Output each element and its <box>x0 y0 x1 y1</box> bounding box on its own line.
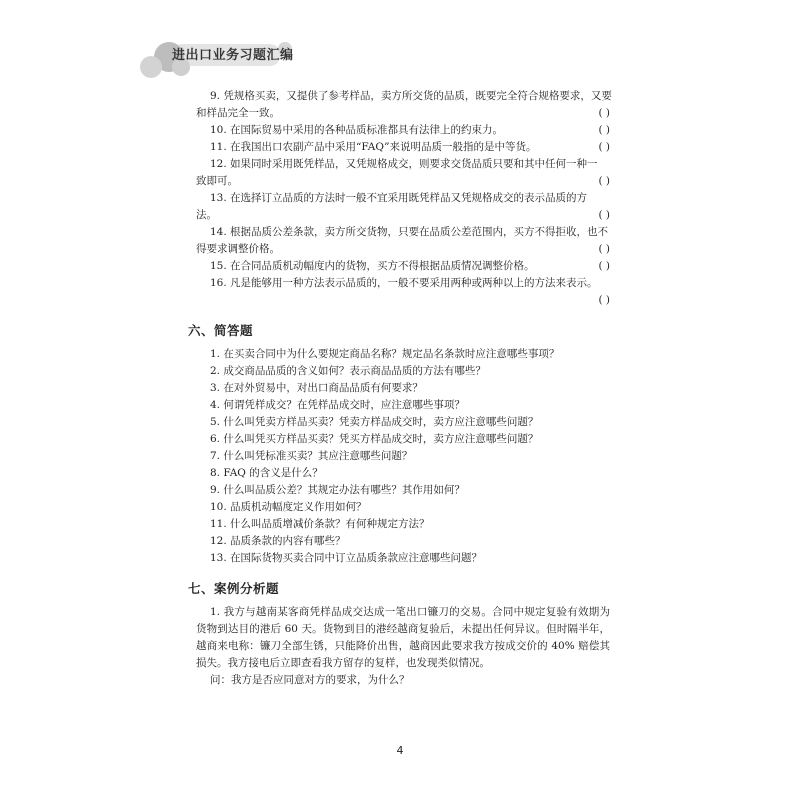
judgment-line: 12. 如果同时采用既凭样品，又凭规格成交，则要求交货品质只要和其中任何一种一 <box>210 158 598 170</box>
section-heading: 六、简答题 <box>188 323 254 338</box>
case-question: 问：我方是否应同意对方的要求，为什么？ <box>210 674 410 686</box>
question-item: 11. 什么叫品质增减价条款？有何种规定方法？ <box>210 518 430 530</box>
answer-parentheses: ( ) <box>598 107 610 119</box>
judgment-line: 法。 ( ) <box>196 207 610 224</box>
page-content <box>188 88 612 689</box>
question-item: 10. 品质机动幅度定义作用如何？ <box>210 501 367 513</box>
judgment-line: 15. 在合同品质机动幅度内的货物，买方不得根据品质情况调整价格。 ( ) <box>196 258 610 275</box>
page-number: 4 <box>396 744 404 757</box>
answer-parentheses: ( ) <box>598 260 610 272</box>
header-title: 进出口业务习题汇编 <box>172 48 294 63</box>
judgment-line: 和样品完全一致。 ( ) <box>196 105 610 122</box>
question-item: 5. 什么叫凭卖方样品买卖？凭卖方样品成交时，卖方应注意哪些问题？ <box>210 416 539 428</box>
decorative-circle <box>140 56 162 78</box>
question-item: 4. 何谓凭样成交？在凭样品成交时，应注意哪些事项？ <box>210 399 465 411</box>
question-item: 7. 什么叫凭标准买卖？其应注意哪些问题？ <box>210 450 413 462</box>
question-item: 13. 在国际货物买卖合同中订立品质条款应注意哪些问题？ <box>210 552 483 564</box>
judgment-line: 9. 凭规格买卖，又提供了参考样品，卖方所交货的品质，既要完全符合规格要求，又要 <box>210 90 612 102</box>
question-item: 12. 品质条款的内容有哪些？ <box>210 535 346 547</box>
answer-parentheses: ( ) <box>598 243 610 255</box>
answer-parentheses: ( ) <box>598 141 610 153</box>
answer-parentheses: ( ) <box>598 294 610 306</box>
section-heading: 七、案例分析题 <box>188 581 280 596</box>
answer-parentheses: ( ) <box>598 175 610 187</box>
judgment-line: 16. 凡是能够用一种方法表示品质的，一般不要采用两种或两种以上的方法来表示。 <box>210 277 598 289</box>
judgment-line: 11. 在我国出口农副产品中采用“FAQ”来说明品质一般指的是中等货。 ( ) <box>196 139 610 156</box>
judgment-line: 10. 在国际贸易中采用的各种品质标准都具有法律上的约束力。 ( ) <box>196 122 610 139</box>
judgment-line: 得要求调整价格。 ( ) <box>196 241 610 258</box>
question-item: 9. 什么叫品质公差？其规定办法有哪些？其作用如何？ <box>210 484 465 496</box>
question-item: 2. 成交商品品质的含义如何？表示商品品质的方法有哪些？ <box>210 365 486 377</box>
judgment-line: 致即可。 ( ) <box>196 173 610 190</box>
question-item: 1. 在买卖合同中为什么要规定商品名称？规定品名条款时应注意哪些事项？ <box>210 348 560 360</box>
case-paragraph: 1. 我方与越南某客商凭样品成交达成一笔出口镰刀的交易。合同中规定复验有效期为货物到达目的港后 60 天。货物到目的港经越商复验后，未提出任何异议。但时隔半年，越商来电称：镰刀全部生锈，只能降价出售，越商因此要求我方按成交价的 40% 赔偿其损失。我方接电后立即查看我方留存的复样，也发现类似情况。 <box>196 606 610 669</box>
answer-parentheses: ( ) <box>598 124 610 136</box>
judgment-line: 13. 在选择订立品质的方法时一般不宜采用既凭样品又凭规格成交的表示品质的方 <box>210 192 588 204</box>
question-item: 8. FAQ 的含义是什么？ <box>210 467 323 479</box>
judgment-line: 14. 根据品质公差条款，卖方所交货物，只要在品质公差范围内，买方不得拒收，也不 <box>210 226 609 238</box>
answer-parentheses: ( ) <box>598 209 610 221</box>
question-item: 3. 在对外贸易中，对出口商品品质有何要求？ <box>210 382 423 394</box>
question-item: 6. 什么叫凭买方样品买卖？凭买方样品成交时，卖方应注意哪些问题？ <box>210 433 539 445</box>
